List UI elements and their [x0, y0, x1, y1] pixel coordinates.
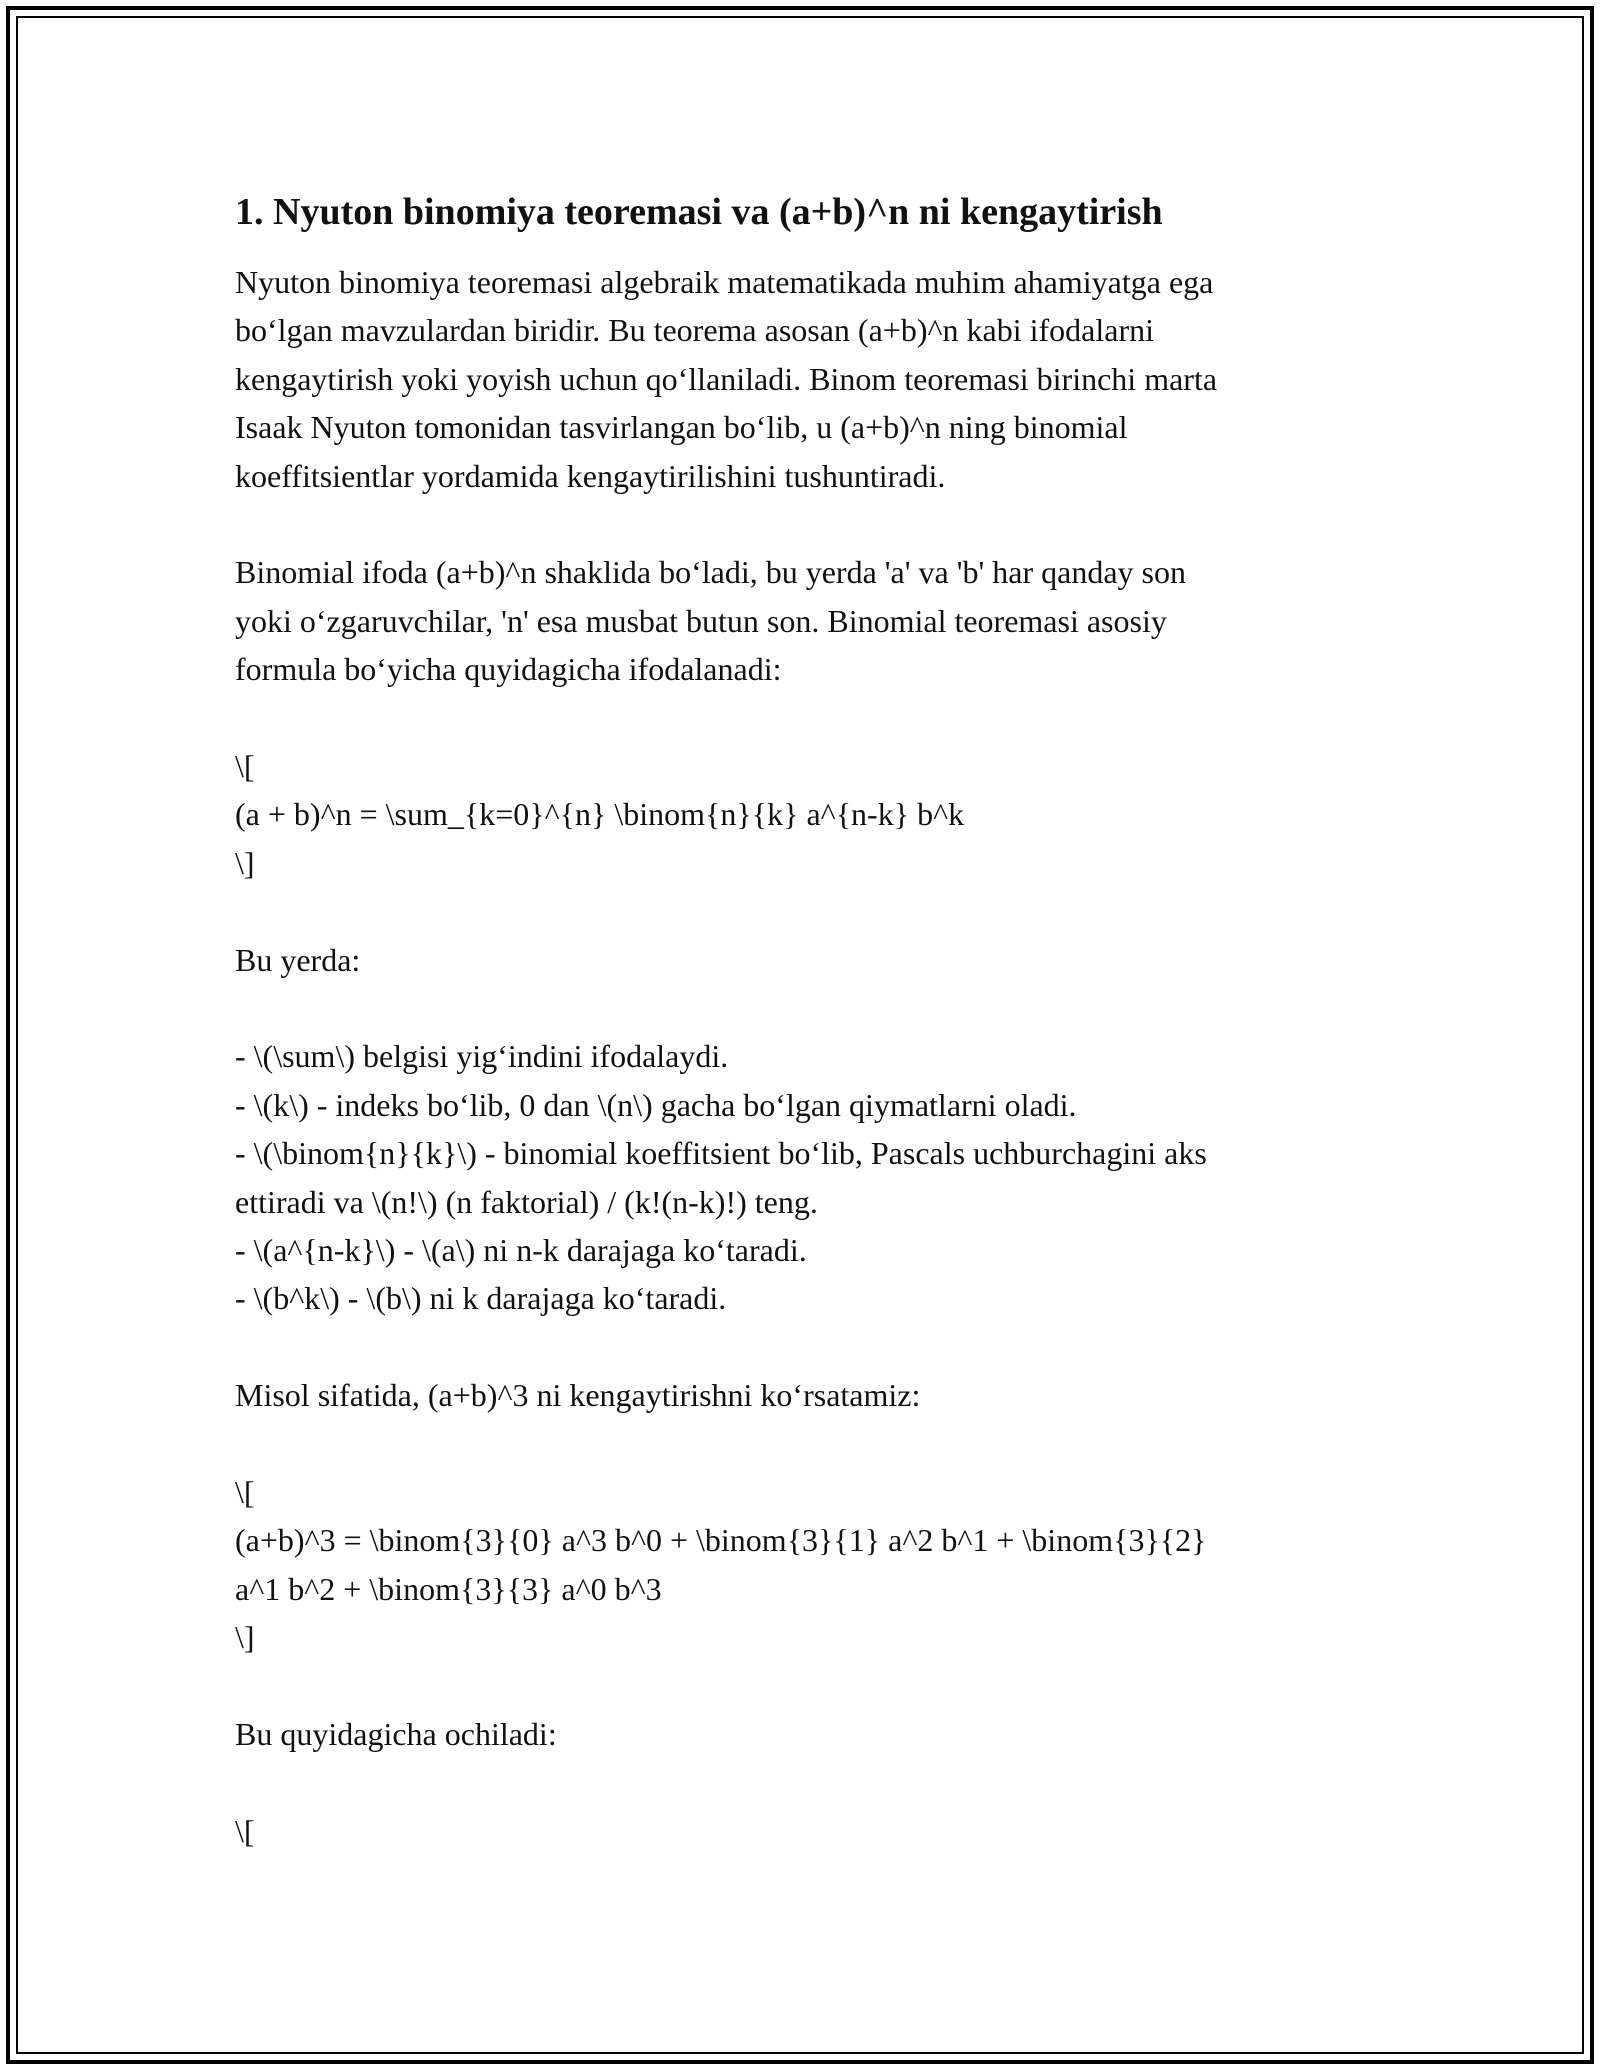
text-line: (a+b)^3 = \binom{3}{0} a^3 b^0 + \binom{3}{1} a^2 b^1 + \binom{3}{2}: [235, 1522, 1207, 1559]
text-line: Isaak Nyuton tomonidan tasvirlangan bo‘lib, u (a+b)^n ning binomial: [235, 409, 1128, 446]
blank-line: [235, 694, 1365, 742]
text-line: - \(a^{n-k}\) - \(a\) ni n-k darajaga ko‘taradi.: [235, 1232, 807, 1269]
blank-line: [235, 1420, 1365, 1468]
text-line: kengaytirish yoki yoyish uchun qo‘llaniladi. Binom teoremasi birinchi marta: [235, 360, 1218, 397]
text-line: - \(k\) - indeks bo‘lib, 0 dan \(n\) gacha bo‘lgan qiymatlarni oladi.: [235, 1086, 1077, 1123]
text-line: \[: [235, 748, 255, 785]
blank-line: [235, 500, 1365, 548]
blank-line: [235, 887, 1365, 935]
text-line: \]: [235, 844, 255, 881]
text-line: Bu yerda:: [235, 941, 361, 978]
text-line: \[: [235, 1812, 255, 1849]
document-body: [235, 188, 1365, 1855]
text-block: [235, 258, 1365, 1855]
text-line: \[: [235, 1474, 255, 1511]
blank-line: [235, 1758, 1365, 1806]
text-line: Nyuton binomiya teoremasi algebraik matematikada muhim ahamiyatga ega: [235, 264, 1214, 300]
text-line: Bu quyidagicha ochiladi:: [235, 1716, 557, 1753]
text-line: bo‘lgan mavzulardan biridir. Bu teorema asosan (a+b)^n kabi ifodalarni: [235, 312, 1154, 349]
text-line: yoki o‘zgaruvchilar, 'n' esa musbat butun son. Binomial teoremasi asosiy: [235, 602, 1167, 639]
text-line: koeffitsientlar yordamida kengaytirilishini tushuntiradi.: [235, 457, 946, 494]
blank-line: [235, 1662, 1365, 1710]
text-line: - \(\binom{n}{k}\) - binomial koeffitsient bo‘lib, Pascals uchburchagini aks: [235, 1135, 1207, 1172]
blank-line: [235, 984, 1365, 1032]
text-line: Binomial ifoda (a+b)^n shaklida bo‘ladi, bu yerda 'a' va 'b' har qanday son: [235, 554, 1186, 591]
text-line: (a + b)^n = \sum_{k=0}^{n} \binom{n}{k} a^{n-k} b^k: [235, 796, 965, 833]
blank-line: [235, 1323, 1365, 1371]
text-line: Misol sifatida, (a+b)^3 ni kengaytirishni ko‘rsatamiz:: [235, 1377, 921, 1414]
section-heading: 1. Nyuton binomiya teoremasi va (a+b)^n ni kengaytirish: [235, 191, 1163, 233]
text-line: a^1 b^2 + \binom{3}{3} a^0 b^3: [235, 1570, 662, 1607]
text-line: formula bo‘yicha quyidagicha ifodalanadi:: [235, 651, 782, 688]
text-line: - \(b^k\) - \(b\) ni k darajaga ko‘taradi.: [235, 1280, 727, 1317]
text-line: \]: [235, 1619, 255, 1656]
text-line: ettiradi va \(n!\) (n faktorial) / (k!(n-k)!) teng.: [235, 1183, 818, 1220]
text-line: - \(\sum\) belgisi yig‘indini ifodalaydi.: [235, 1038, 729, 1075]
